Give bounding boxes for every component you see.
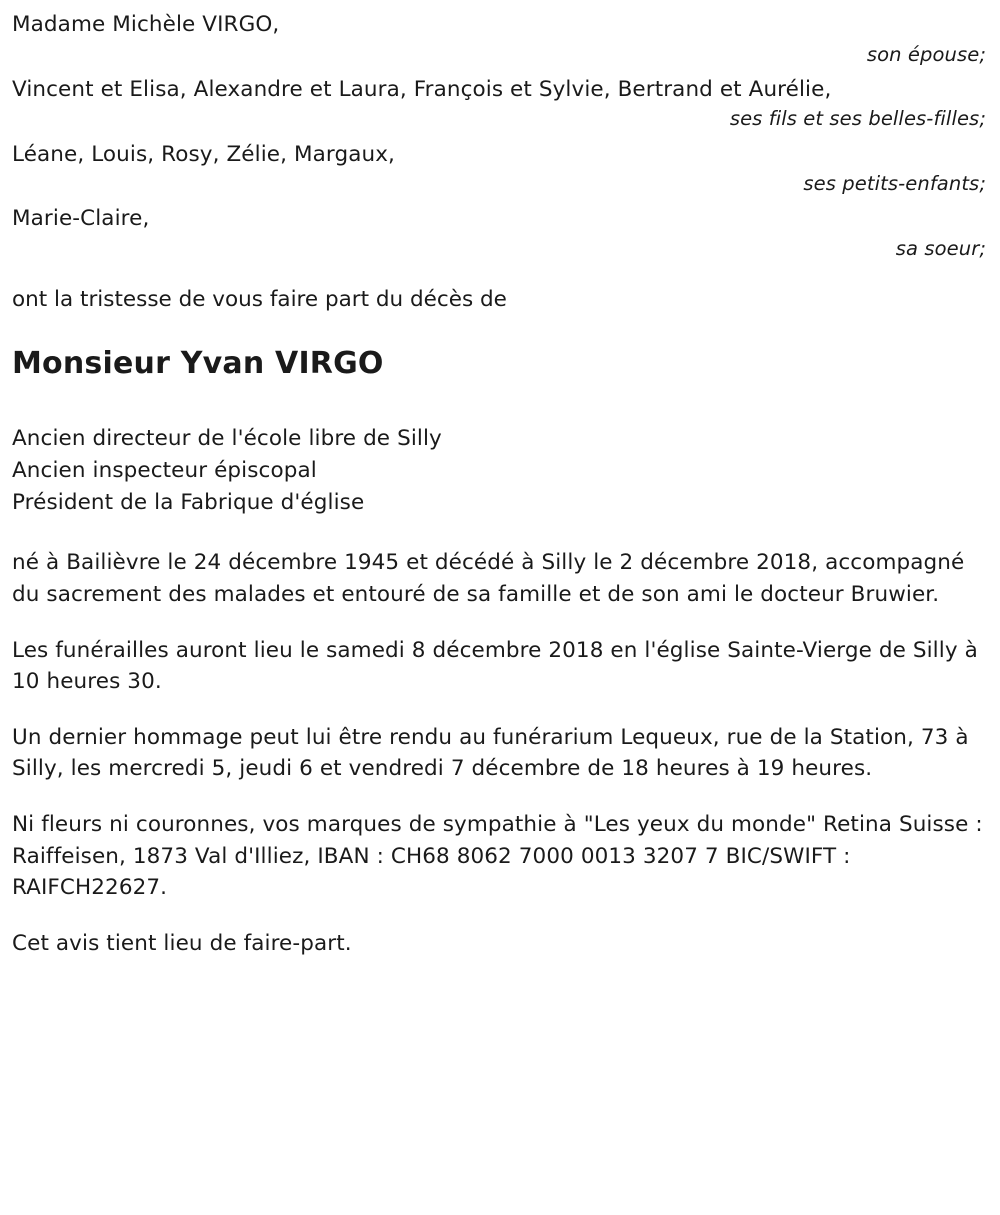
donations-paragraph: Ni fleurs ni couronnes, vos marques de sympathie à "Les yeux du monde" Retina Suisse : Raiffeisen, 1873 Val d'Illiez, IBAN : CH68 8062 7000 0013 3207 7 BIC/SWIFT : RAIFCH22627. (12, 811, 983, 901)
deceased-name: Monsieur Yvan VIRGO (12, 345, 384, 381)
family-entry-grandchildren (12, 140, 986, 199)
funeral-paragraph: Les funérailles auront lieu le samedi 8 décembre 2018 en l'église Sainte-Vierge de Silly à 10 heures 30. (12, 637, 978, 695)
announcement-text: ont la tristesse de vous faire part du décès de (12, 287, 507, 313)
family-names: Marie-Claire, (12, 206, 150, 232)
family-relation: ses fils et ses belles-filles; (729, 107, 986, 131)
title-line: Ancien inspecteur épiscopal (12, 457, 317, 483)
family-entry-spouse (12, 10, 986, 69)
title-line: Président de la Fabrique d'église (12, 490, 365, 516)
family-entry-sons-and-daughters-in-law (12, 75, 986, 134)
family-relation: sa soeur; (895, 236, 986, 260)
closing-paragraph: Cet avis tient lieu de faire-part. (12, 930, 352, 956)
visitation-paragraph: Un dernier hommage peut lui être rendu au funérarium Lequeux, rue de la Station, 73 à Silly, les mercredi 5, jeudi 6 et vendredi 7 décembre de 18 heures à 19 heures. (12, 724, 969, 782)
family-names: Léane, Louis, Rosy, Zélie, Margaux, (12, 141, 395, 167)
title-line: Ancien directeur de l'école libre de Silly (12, 425, 442, 451)
family-names: Vincent et Elisa, Alexandre et Laura, François et Sylvie, Bertrand et Aurélie, (12, 76, 832, 102)
family-names: Madame Michèle VIRGO, (12, 12, 280, 37)
family-relation: son épouse; (866, 42, 986, 66)
birth-death-paragraph: né à Bailièvre le 24 décembre 1945 et décédé à Silly le 2 décembre 2018, accompagné du sacrement des malades et entouré de sa famille et de son ami le docteur Bruwier. (12, 550, 965, 607)
family-relation: ses petits-enfants; (803, 172, 986, 196)
family-entry-sister (12, 204, 986, 263)
deceased-titles (12, 423, 986, 520)
